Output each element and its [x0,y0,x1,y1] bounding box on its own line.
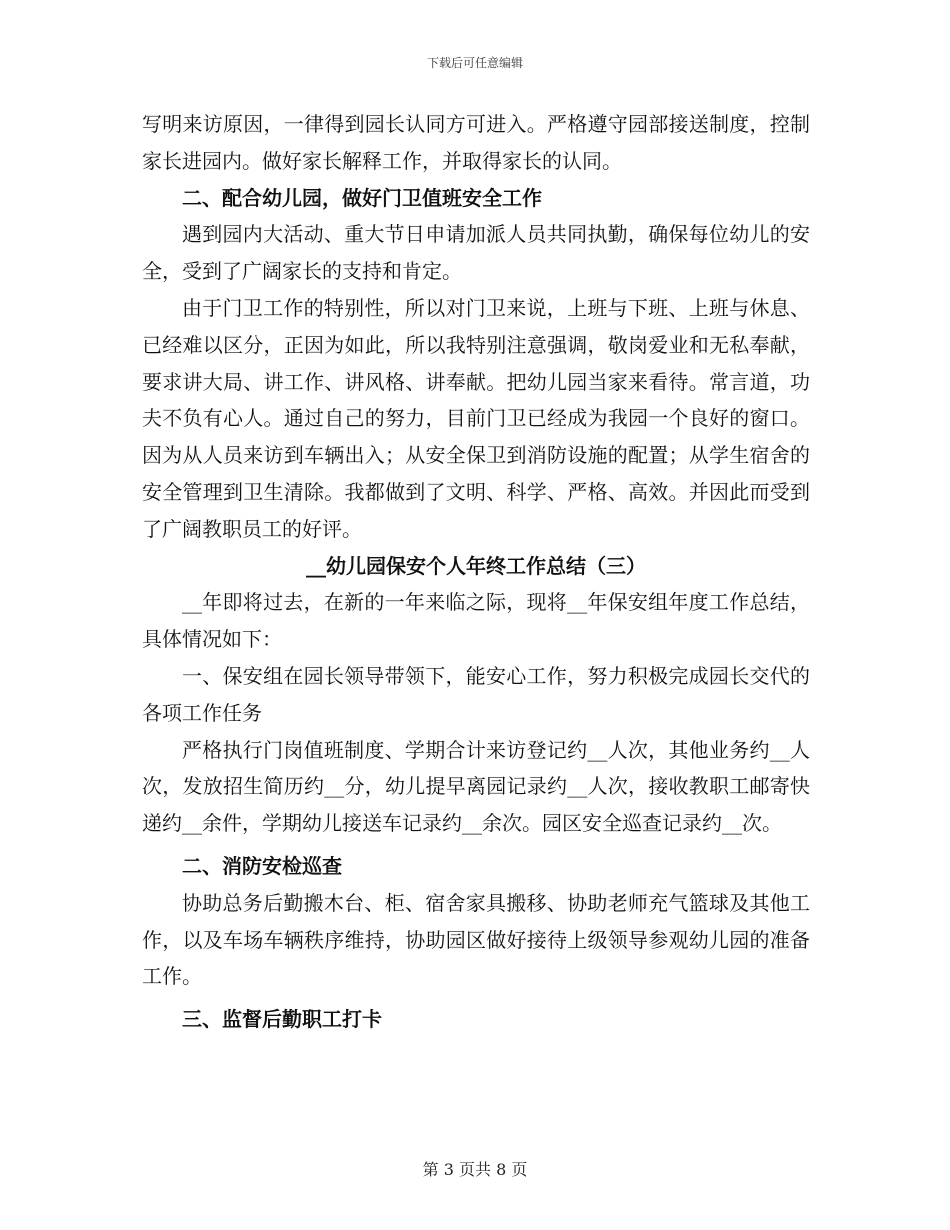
paragraph-assist-logistics: 协助总务后勤搬木台、柜、宿舍家具搬移、协助老师充气篮球及其他工作，以及车场车辆秩序维持，协助园区做好接待上级领导参观幼儿园的准备工作。 [142,890,810,989]
paragraph-gate-work: 由于门卫工作的特别性，所以对门卫来说，上班与下班、上班与休息、已经难以区分，正因为如此，所以我特别注意强调，敬岗爱业和无私奉献，要求讲大局、讲工作、讲风格、讲奉献。把幼儿园当家来看待。常言道，功夫不负有心人。通过自己的努力，目前门卫已经成为我园一个良好的窗口。因为从人员来访到车辆出入；从安全保卫到消防设施的配置；从学生宿舍的安全管理到卫生清除。我都做到了文明、科学、严格、高效。并因此而受到了广阔教职员工的好评。 [142,295,810,541]
paragraph-section-one: 一、保安组在园长领导带领下，能安心工作，努力积极完成园长交代的各项工作任务 [142,663,810,725]
paragraph-visitor-rules: 写明来访原因，一律得到园长认同方可进入。严格遵守园部接送制度，控制家长进园内。做好家长解释工作，并取得家长的认同。 [142,112,810,173]
paragraph-intro: __年即将过去，在新的一年来临之际，现将__年保安组年度工作总结，具体情况如下： [142,590,810,652]
page-header: 下载后可任意编辑 [426,56,523,70]
section-heading-fire-inspection: 二、消防安检巡查 [182,853,342,878]
section-heading-gate-duty: 二、配合幼儿园，做好门卫值班安全工作 [182,185,542,210]
summary-title: __幼儿园保安个人年终工作总结（三） [306,553,646,578]
paragraph-extra-staff: 遇到园内大活动、重大节日申请加派人员共同执勤，确保每位幼儿的安全，受到了广阔家长的支持和肯定。 [142,222,810,284]
page-footer: 第 3 页共 8 页 [422,1160,528,1179]
document-body [142,106,810,1038]
section-heading-supervise-clockin: 三、监督后勤职工打卡 [182,1007,382,1032]
paragraph-duty-records: 严格执行门岗值班制度、学期合计来访登记约__人次，其他业务约__人次，发放招生简历约__分，幼儿提早离园记录约__人次，接收教职工邮寄快递约__余件，学期幼儿接送车记录约__余次。园区安全巡查记录约__次。 [142,737,810,836]
